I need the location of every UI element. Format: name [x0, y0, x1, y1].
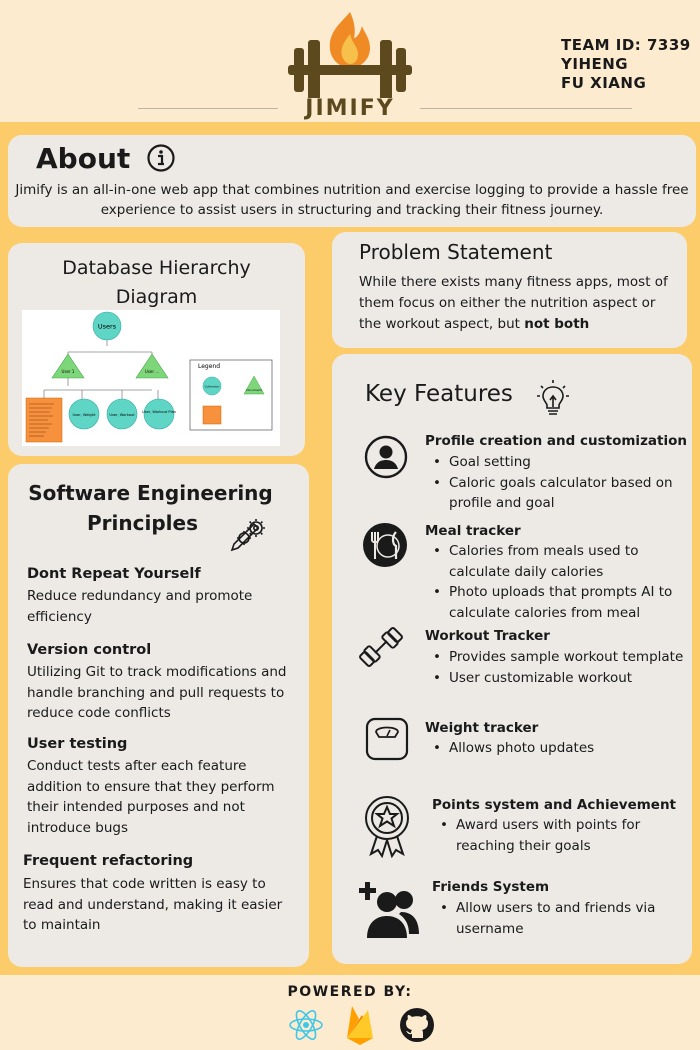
se-title-line: Principles — [87, 511, 198, 535]
se-principle-heading: Frequent refactoring — [23, 853, 194, 869]
diagram-legend — [190, 360, 272, 430]
meal-icon — [362, 522, 408, 568]
feature-bullets — [431, 452, 681, 514]
logo-text: JIMIFY — [305, 96, 395, 121]
feature-bullet: • Calories from meals used to calculate daily calories — [431, 541, 681, 582]
feature-heading: Friends System — [432, 879, 550, 895]
problem-statement-title: Problem Statement — [359, 240, 553, 264]
se-principle-heading: User testing — [27, 736, 128, 752]
database-title — [8, 254, 305, 312]
key-features-title: Key Features — [365, 381, 513, 407]
powered-by-label: POWERED BY: — [287, 984, 413, 1000]
info-icon — [146, 143, 176, 173]
database-title-line: Diagram — [115, 286, 198, 308]
feature-heading: Profile creation and customization — [425, 433, 687, 449]
diagram-node-label: User, Workout Plan — [141, 410, 177, 414]
github-logo-icon — [399, 1007, 435, 1043]
diagram-root-label: Users — [97, 322, 117, 331]
diagram-node-label: User 1 — [61, 369, 75, 374]
firebase-logo-icon — [344, 1004, 376, 1046]
diagram-collection-node — [141, 399, 177, 429]
se-principle-heading: Dont Repeat Yourself — [27, 566, 201, 582]
header-divider-left — [138, 108, 278, 109]
feature-bullets — [431, 738, 681, 759]
se-principle-text: Conduct tests after each feature addition to ensure that they perform their intended purposes and not introduce bugs — [27, 758, 275, 836]
se-principle-text: Utilizing Git to track modifications and handle branching and pull requests to reduce code conflicts — [27, 664, 287, 721]
profile-icon — [363, 434, 409, 480]
weight-scale-icon — [364, 716, 410, 762]
dumbbell-icon — [358, 624, 404, 670]
gears-pencil-icon — [228, 514, 270, 552]
about-text: Jimify is an all-in-one web app that combines nutrition and exercise logging to provide a hassle free experience to assist users in structuring and tracking their fitness journey. — [15, 182, 689, 218]
jimify-logo — [280, 8, 420, 122]
diagram-legend-item: Collection — [204, 384, 220, 389]
diagram-node-label: User, Weight — [72, 413, 96, 417]
feature-heading: Points system and Achievement — [432, 797, 677, 813]
feature-bullet: • User customizable workout — [431, 668, 691, 689]
diagram-legend-item: Document — [246, 388, 262, 392]
feature-bullets — [438, 815, 678, 856]
about-title — [36, 142, 130, 175]
se-principle-text: Reduce redundancy and promote efficiency — [27, 588, 253, 625]
problem-statement-emphasis: not both — [524, 316, 590, 332]
problem-statement-text — [359, 272, 679, 335]
team-info — [561, 36, 691, 93]
team-member: YIHENG — [561, 55, 629, 73]
lightbulb-icon — [536, 378, 570, 418]
problem-statement-body: While there exists many fitness apps, most of them focus on either the nutrition aspect or the workout aspect, but — [359, 274, 668, 332]
se-title-line: Software Engineering — [28, 481, 273, 505]
diagram-legend-title: Legend — [198, 363, 221, 370]
about-title-text: About — [36, 142, 131, 175]
feature-bullets — [431, 647, 691, 688]
add-friends-icon — [359, 880, 421, 942]
barbell-flame-icon — [280, 8, 420, 98]
hierarchy-diagram-svg — [22, 310, 280, 446]
se-principle-text: Ensures that code written is easy to read and understand, making it easier to maintain — [23, 876, 283, 933]
react-logo-icon — [288, 1007, 324, 1043]
feature-bullet: • Goal setting — [431, 452, 681, 473]
feature-bullet: • Allows photo updates — [431, 738, 681, 759]
database-diagram — [22, 310, 280, 446]
feature-bullet: • Photo uploads that prompts AI to calculate calories from meal — [431, 582, 681, 623]
se-principle-heading: Version control — [27, 642, 152, 658]
feature-bullet: • Award users with points for reaching their goals — [438, 815, 678, 856]
diagram-node-label: User, Workout — [109, 413, 135, 417]
diagram-document-node — [52, 354, 84, 378]
feature-bullet: • Caloric goals calculator based on profile and goal — [431, 473, 681, 514]
database-title-line: Database Hierarchy — [62, 257, 251, 279]
feature-bullet: • Provides sample workout template — [431, 647, 691, 668]
feature-heading: Workout Tracker — [425, 628, 550, 644]
header-divider-right — [420, 108, 632, 109]
diagram-document-node — [136, 354, 168, 378]
award-medal-icon — [363, 792, 411, 858]
team-member: FU XIANG — [561, 74, 647, 92]
feature-bullets — [431, 541, 681, 623]
feature-bullets — [438, 898, 678, 939]
feature-heading: Weight tracker — [425, 720, 539, 736]
team-id: TEAM ID: 7339 — [561, 36, 691, 54]
diagram-node-label: User ... — [144, 369, 160, 374]
feature-heading: Meal tracker — [425, 523, 521, 539]
feature-bullet: • Allow users to and friends via username — [438, 898, 678, 939]
